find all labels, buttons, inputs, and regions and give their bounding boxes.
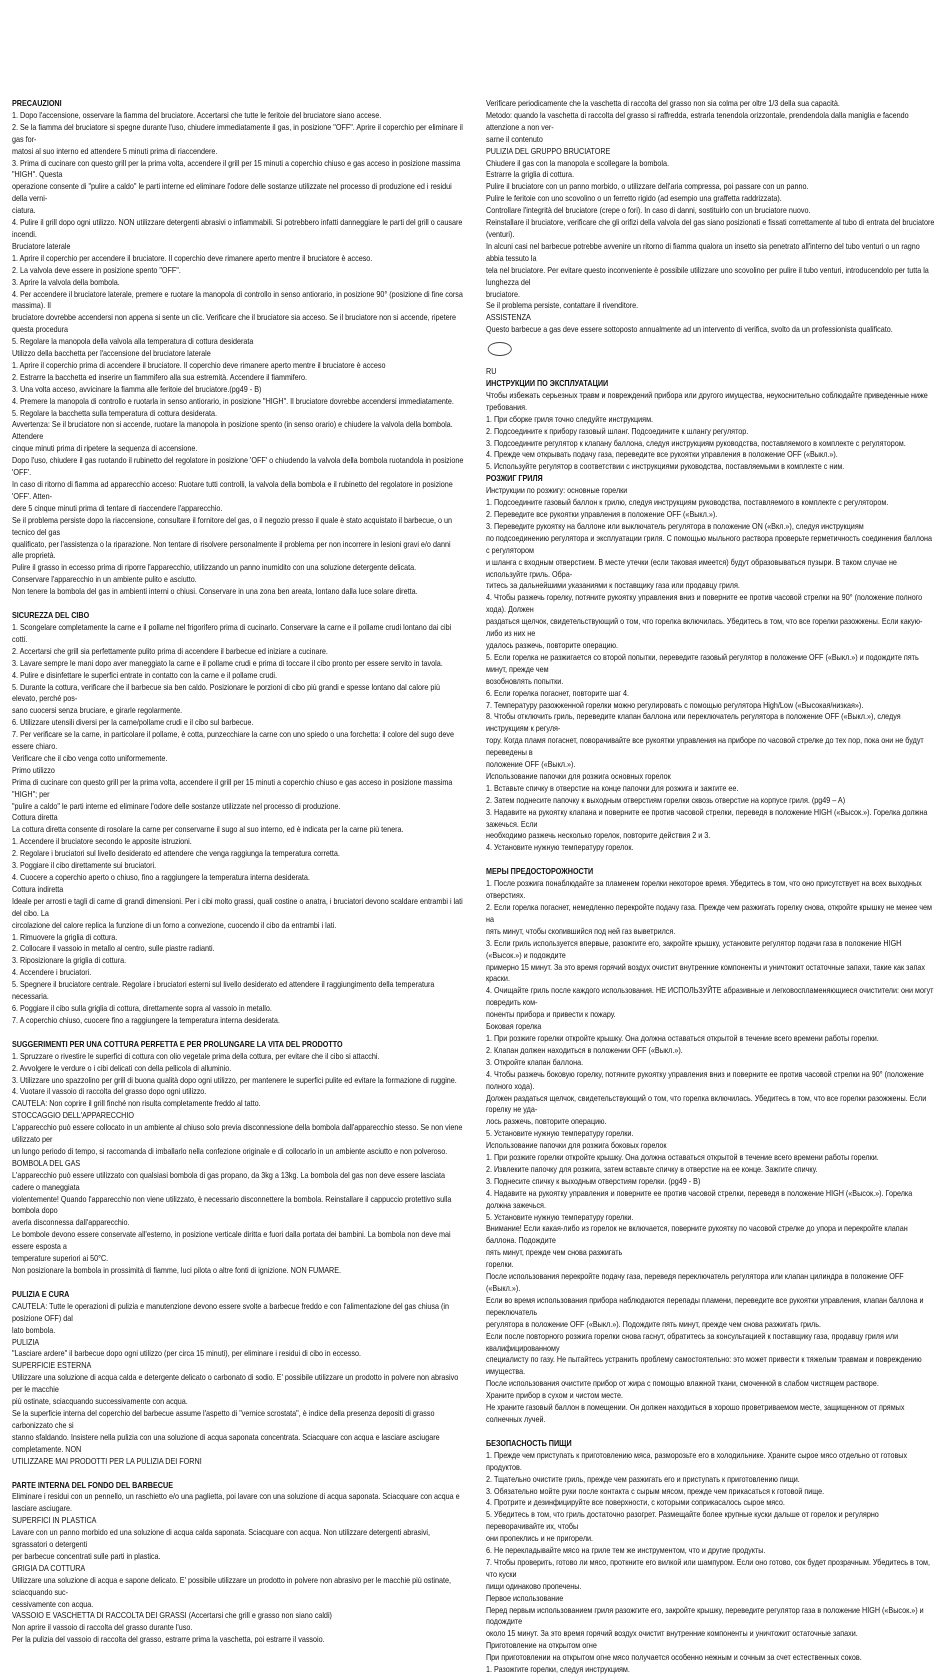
text-line: 4. Установите нужную температуру горелок. (486, 842, 634, 853)
text-line: лось разжечь, повторите операцию. (486, 1116, 607, 1127)
text-line: 3. Надавите на рукоятку клапана и поверните ее против часовой стрелки, переведя в положение HIGH («Высок.»). Горелка должна зажечься. Если (486, 806, 928, 829)
text-line: averla disconnessa dall'apparecchio. (12, 1217, 130, 1228)
text-line: BOMBOLA DEL GAS (12, 1157, 81, 1168)
text-line: 4. Premere la manopola di controllo e ruotarla in senso antiorario, in posizione "HIGH". Il bruciatore dovrebbe accendersi immediatamente. (12, 395, 454, 406)
text-line: L'apparecchio può essere utilizzato con qualsiasi bombola di gas propano, da 3kg a 13kg. La bombola del gas non deve essere lasciata cadere o maneggiata (12, 1169, 446, 1192)
text-line: 6. Не перекладывайте мясо на гриле тем же инструментом, что и другие продукты. (486, 1545, 766, 1556)
text-line: stanno sfaldando. Insistere nella pulizia con una soluzione di acqua saponata concentrata. Sciacquare con acqua e lasciare asciugare completamente. NON (12, 1431, 440, 1454)
text-line: 6. Если горелка погаснет, повторите шаг 4. (486, 687, 630, 698)
text-line: Primo utilizzo (12, 764, 55, 775)
text-line: In alcuni casi nel barbecue potrebbe avvenire un ritorno di fiamma qualora un insetto sia penetrato all'interno del tubo venturi o un ragno abbia tessuto la (486, 240, 920, 263)
text-line: 3. Utilizzare uno spazzolino per grill di buona qualità dopo ogni utilizzo, per mantenere le superfici pulite ed evitare la formazione di ruggine. (12, 1074, 457, 1085)
text-line: После использования очистите прибор от жира с помощью влажной ткани, смоченной в слабом чистящем растворе. (486, 1378, 879, 1389)
text-line: Cottura diretta (12, 812, 58, 823)
text-line: 3. Lavare sempre le mani dopo aver maneggiato la carne e il pollame crudi e prima di toccare il cibo pronto per essere servito in tavola. (12, 657, 443, 668)
text-line: 3. Откройте клапан баллона. (486, 1056, 584, 1067)
text-line: Инструкции по розжигу: основные горелки (486, 485, 628, 496)
text-line: Non posizionare la bombola in prossimità di fiamme, luci pilota o altre fonti di ignizione. NON FUMARE. (12, 1265, 342, 1275)
text-line: 3. Una volta acceso, avvicinare la fiamma alle feritoie del bruciatore.(pg49 - B) (12, 383, 262, 394)
text-line: 4. Чтобы разжечь горелку, потяните рукоятку управления вниз и поверните ее против часовой стрелки на 90° (положение полного хода). Должен (486, 592, 923, 615)
text-line: Per la pulizia del vassoio di raccolta del grasso, estrarre prima la vaschetta, poi estrarre il vassoio. (12, 1634, 325, 1645)
text-line: Utilizzare una soluzione di acqua calda e detergente delicato o carbonato di sodio. E' possibile utilizzare un prodotto in polvere non abrasivo per le macchie (12, 1372, 459, 1395)
text-line: bruciatore dovrebbe accendersi non appena si sente un clic. Verificare che il bruciatore sia acceso. Se il bruciatore non si accende, ripetere questa procedura (12, 312, 457, 335)
text-line: Verificare periodicamente che la vaschetta di raccolta del grasso non sia colma per oltre 1/3 della sua capacità. (486, 98, 840, 108)
text-line: 7. Per verificare se la carne, in particolare il pollame, è cotta, punzecchiare la carne con uno spiedo o una forchetta: il colore del sugo deve essere chiaro. (12, 729, 455, 752)
text-line: Non aprire il vassoio di raccolta del grasso durante l'uso. (12, 1622, 193, 1633)
text-line: 2. Collocare il vassoio in metallo al centro, sulle piastre radianti. (12, 943, 215, 954)
text-line: Внимание! Если какая-либо из горелок не включается, поверните рукоятку по часовой стрелке до упора и перекройте клапан баллона. Подождите (486, 1223, 908, 1246)
text-line: 3. Переведите рукоятку на баллоне или выключатель регулятора в положение ON («Вкл.»), следуя инструкциям (486, 520, 864, 531)
text-line: lato bombola. (12, 1324, 56, 1335)
text-line: пять минут, чтобы скопившийся под ней газ выветрился. (486, 925, 676, 936)
text-line: 4. Vuotare il vassoio di raccolta del grasso dopo ogni utilizzo. (12, 1086, 207, 1097)
text-line: tela nel bruciatore. Per evitare questo inconveniente è possibile utilizzare uno scovolino per pulire il tubo venturi, introducendolo per tutta la lunghezza del (486, 264, 929, 287)
text-line: 3. Обязательно мойте руки после контакта с сырым мясом, прежде чем прикасаться к готовой пище. (486, 1485, 825, 1496)
text-line: 1. Вставьте спичку в отверстие на конце папочки для розжига и зажгите ее. (486, 782, 739, 793)
text-line: La cottura diretta consente di rosolare la carne per conservarne il sugo al suo interno, ed è indicata per la carne più tenera. (12, 824, 404, 835)
section-heading: PULIZIA E CURA (12, 1288, 70, 1299)
text-line: circolazione del calore replica la funzione di un forno a convezione, cuocendo il cibo da entrambi i lati. (12, 919, 337, 930)
text-line: по подсоединению регулятора и эксплуатации гриля. С помощью мыльного раствора проверьте герметичность соединения баллона с регулятором (486, 532, 933, 555)
text-line: 3. Aprire la valvola della bombola. (12, 276, 120, 287)
text-line: 6. Poggiare il cibo sulla griglia di cottura, direttamente sopra al vassoio in metallo. (12, 1002, 272, 1013)
left-column (12, 98, 464, 1646)
section-heading: SUGGERIMENTI PER UNA COTTURA PERFETTA E PER PROLUNGARE LA VITA DEL PRODOTTO (12, 1038, 343, 1049)
text-line: 1. Aprire il coperchio prima di accendere il bruciatore. Il coperchio deve rimanere aperto mentre il bruciatore è acceso (12, 359, 386, 370)
text-line: Не храните газовый баллон в помещении. Он должен находиться в хорошо проветриваемом месте, защищенном от прямых солнечных лучей. (486, 1402, 905, 1424)
text-line: 3. Prima di cucinare con questo grill per la prima volta, accendere il grill per 15 minuti a coperchio chiuso e gas acceso in posizione massima "HIGH". Questa (12, 157, 461, 180)
text-line: титесь за дальнейшими указаниями к поставщику газа или продавцу гриля. (486, 580, 740, 591)
text-line: положение OFF («Выкл.»). (486, 759, 576, 770)
text-line: поненты прибора и привести к пожару. (486, 1009, 616, 1020)
text-line: Controllare l'integrità del bruciatore (crepe o fori). In caso di danni, sostituirlo con un bruciatore nuovo. (486, 205, 811, 216)
text-line: 8. Чтобы отключить гриль, переведите клапан баллона или переключатель регулятора в положение OFF («Выкл.»), следуя инструкциям к регуля- (486, 711, 901, 734)
text-line: PULIZIA (12, 1336, 40, 1347)
text-line: Conservare l'apparecchio in un ambiente pulito e asciutto. (12, 574, 197, 585)
text-line: 3. Если гриль используется впервые, разожгите его, закройте крышку, установите регулятор подачи газа в положение HIGH («Высок.») и подождите (486, 937, 902, 960)
text-line: 4. Чтобы разжечь боковую горелку, потяните рукоятку управления вниз и поверните ее против часовой стрелки на 90° (положение полного хода). (486, 1068, 924, 1091)
text-line: per barbecue concentrati sulle parti in plastica. (12, 1550, 161, 1561)
text-line: примерно 15 минут. За это время горячий воздух очистит внутренние компоненты и уничтожит остаточные запахи, такие как запах краски. (486, 961, 925, 984)
text-line: 5. Установите нужную температуру горелки. (486, 1211, 634, 1222)
text-line: 5. Durante la cottura, verificare che il barbecue sia ben caldo. Posizionare le porzioni di cibo più grandi e spesse lontano dal calore più elevato, perché pos- (12, 681, 441, 704)
text-line: удалось разжечь, повторите операцию. (486, 639, 619, 650)
text-line: 3. Riposizionare la griglia di cottura. (12, 955, 127, 966)
text-line: 5. Используйте регулятор в соответствии с инструкциями руководства, поставляемыми в комплекте с ним. (486, 461, 845, 472)
text-line: Перед первым использованием гриля разожгите его, закройте крышку, переведите регулятор газа в положение HIGH («Высок.») и подождите (486, 1604, 924, 1627)
text-line: ASSISTENZA (486, 312, 531, 323)
text-line: 1. Aprire il coperchio per accendere il bruciatore. Il coperchio deve rimanere aperto mentre il bruciatore è acceso. (12, 252, 373, 263)
text-line: возобновлять попытки. (486, 675, 564, 686)
text-line: 5. Убедитесь в том, что гриль достаточно разогрет. Размещайте более крупные куски дальше от горелок и регулярно переворачивайте их, чтобы (486, 1509, 879, 1532)
text-line: 7. Чтобы проверить, готово ли мясо, проткните его вилкой или шампуром. Если оно готово, сок будет прозрачным. Убедитесь в том, что куски (486, 1556, 930, 1579)
text-line: Cottura indiretta (12, 883, 64, 894)
text-line: 4. Очищайте гриль после каждого использования. НЕ ИСПОЛЬЗУЙТЕ абразивные и легковоспламеняющиеся очистители: они могут повредить ком- (486, 985, 934, 1008)
text-line: sano cuocersi senza bruciare, e girarle regolarmente. (12, 705, 183, 716)
text-line: 4. Pulire e disinfettare le superfici entrate in contatto con la carne e il pollame crudi. (12, 669, 278, 680)
text-line: cessivamente con acqua. (12, 1598, 94, 1609)
text-line: Se il problema persiste dopo la riaccensione, consultare il fornitore del gas, o il negozio presso il quale è stato acquistato il barbecue, o un tecnico del gas (12, 514, 453, 537)
text-line: 4. Прежде чем открывать подачу газа, переведите все рукоятки управления в положение OFF («Выкл.»). (486, 449, 838, 460)
text-line: Dopo l'uso, chiudere il gas ruotando il rubinetto del regolatore in posizione 'OFF' o chiudendo la valvola della bombola ruotandola in posizione 'OFF'. (12, 455, 464, 478)
section-heading: PRECAUZIONI (12, 98, 62, 108)
text-line: 7. A coperchio chiuso, cuocere fino a raggiungere la temperatura interna desiderata. (12, 1014, 280, 1025)
text-line: 4. Протрите и дезинфицируйте все поверхности, с которыми соприкасалось сырое мясо. (486, 1497, 785, 1508)
text-line: 5. Spegnere il bruciatore centrale. Regolare i bruciatori esterni sul livello desiderato ed attendere il raggiungimento della temperatura necessaria. (12, 979, 435, 1002)
text-line: и шланга с входным отверстием. В месте утечки (если таковая имеется) будут образовываться пузыри. В таком случае не используйте гриль. Обра- (486, 556, 897, 579)
text-line: 2. Se la fiamma del bruciatore si spegne durante l'uso, chiudere immediatamente il gas, in posizione "OFF". Aprire il coperchio per eliminare il gas for- (12, 121, 463, 144)
text-line: GRIGIA DA COTTURA (12, 1562, 86, 1573)
text-line: 3. Poggiare il cibo direttamente sui bruciatori. (12, 860, 157, 871)
text-line: 4. Accendere i bruciatori. (12, 967, 92, 978)
section-gap (486, 854, 938, 866)
text-line: 2. La valvola deve essere in posizione spento "OFF". (12, 264, 181, 275)
text-line: VASSOIO E VASCHETTA DI RACCOLTA DEI GRASSI (Accertarsi che grill e grasso non siano caldi) (12, 1610, 332, 1621)
text-line: 2. Тщательно очистите гриль, прежде чем разжигать его и приступать к приготовлению пищи. (486, 1473, 800, 1484)
text-line: пищи одинаково пропечены. (486, 1580, 582, 1591)
text-line: При приготовлении на открытом огне мясо получается особенно нежным и сочным за счет естественных соков. (486, 1652, 862, 1663)
text-line: "Lasciare ardere" il barbecue dopo ogni utilizzo (per circa 15 minuti), per eliminare i residui di cibo in eccesso. (12, 1348, 362, 1359)
text-line: пять минут, прежде чем снова разжигать (486, 1247, 623, 1258)
text-line: Pulire le feritoie con uno scovolino o un ferretto rigido (ad esempio una graffetta raddrizzata). (486, 193, 782, 204)
text-line: около 15 минут. За это время горячий воздух очистит внутренние компоненты и уничтожит остаточные запахи. (486, 1628, 858, 1639)
text-line: горелки. (486, 1259, 514, 1270)
text-line: In caso di ritorno di fiamma ad apparecchio acceso: Ruotare tutti controlli, la valvola della bombola e il rubinetto del regolatore in posizione 'OFF'. Atten- (12, 479, 453, 501)
text-line: 5. Установите нужную температуру горелки. (486, 1128, 634, 1139)
text-line: PULIZIA DEL GRUPPO BRUCIATORE (486, 145, 611, 156)
text-line: Reinstallare il bruciatore, verificare che gli orifizi della valvola del gas siano posizionati e fissati correttamente al tubo di entrata del bruciatore (venturi). (486, 217, 935, 239)
section-heading: РОЗЖИГ ГРИЛЯ (486, 473, 543, 484)
text-line: SUPERFICIE ESTERNA (12, 1360, 92, 1371)
text-line: 1. Rimuovere la griglia di cottura. (12, 931, 118, 942)
text-line: 2. Regolare i bruciatori sul livello desiderato ed attendere che venga raggiunga la temperatura corretta. (12, 848, 340, 859)
text-line: они пропеклись и не пригорели. (486, 1533, 594, 1544)
text-line: Se il problema persiste, contattare il rivenditore. (486, 300, 639, 311)
text-line: 4. Pulire il grill dopo ogni utilizzo. NON utilizzare detergenti abrasivi o infiammabili. Si potrebbero infatti danneggiare le parti del grill o causare incendi. (12, 217, 463, 239)
text-line: 6. Utilizzare utensili diversi per la carne/pollame crudi e il cibo sul barbecue. (12, 717, 254, 728)
text-line: После использования перекройте подачу газа, переведя переключатель регулятора или клапан цилиндра в положение OFF («Выкл.»). (486, 1271, 904, 1293)
text-line: 2. Клапан должен находиться в положении OFF («Выкл.»). (486, 1044, 683, 1055)
text-line: dere 5 cinque minuti prima di tentare di riaccendere l'apparecchio. (12, 502, 223, 513)
text-line: 1. Dopo l'accensione, osservare la fiamma del bruciatore. Accertarsi che tutte le feritoie del bruciatore siano accese. (12, 109, 382, 120)
text-line: Estrarre la griglia di cottura. (486, 169, 575, 180)
section-gap (12, 1277, 464, 1289)
text-line: Если во время использования прибора наблюдаются перепады пламени, переведите все рукоятки управления, клапан баллона и переключатель (486, 1294, 924, 1317)
text-line: L'apparecchio può essere collocato in un ambiente al chiuso solo previa disconnessione della bombola dall'apparecchio stesso. Se non viene utilizzato per (12, 1122, 463, 1145)
text-line: STOCCAGGIO DELL'APPARECCHIO (12, 1110, 134, 1121)
text-line: 1. Spruzzare o rivestire le superfici di cottura con olio vegetale prima della cottura, per evitare che il cibo si attacchi. (12, 1050, 380, 1061)
text-line: 1. Scongelare completamente la carne e il pollame nel frigorifero prima di cucinarlo. Conservare la carne e il pollame crudi lontano dai cibi cotti. (12, 621, 452, 644)
text-line: Utilizzare una soluzione di acqua e sapone delicato. E' possibile utilizzare un prodotto in polvere non abrasivo per le macchie più ostinate, sciacquando suc- (12, 1574, 451, 1597)
text-line: Pulire il bruciatore con un panno morbido, o utilizzare dell'aria compressa, poi passare con un panno. (486, 181, 809, 192)
text-line: 2. Подсоедините к прибору газовый шланг. Подсоедините к шлангу регулятор. (486, 425, 749, 436)
text-line: 4. Надавите на рукоятку управления и поверните ее против часовой стрелки, переведя в положение HIGH («Высок.»). Горелка должна зажечься. (486, 1187, 913, 1210)
text-line: Non tenere la bombola del gas in ambienti interni o chiusi. Conservare in una zona ben areata, lontano dalla luce solare diretta. (12, 586, 418, 597)
text-line: Использование папочки для розжига боковых горелок (486, 1140, 667, 1151)
text-line: Questo barbecue a gas deve essere sottoposto annualmente ad un intervento di verifica, svolto da un professionista qualificato. (486, 324, 893, 335)
text-line: 2. Avvolgere le verdure o i cibi delicati con della pellicola di alluminio. (12, 1062, 232, 1073)
text-line: Первое использование (486, 1592, 564, 1603)
language-marker-oval (488, 342, 512, 356)
section-heading: БЕЗОПАСНОСТЬ ПИЩИ (486, 1437, 572, 1448)
text-line: Использование папочки для розжига основных горелок (486, 770, 671, 781)
text-line: "pulire a caldo" le parti interne ed eliminare l'odore delle sostanze utilizzate nel processo di produzione. (12, 800, 341, 811)
text-line: 1. Accendere il bruciatore secondo le apposite istruzioni. (12, 836, 192, 847)
section-gap (12, 1027, 464, 1039)
text-line: Eliminare i residui con un pennello, un raschietto e/o una paglietta, poi lavare con una soluzione di acqua saponata. Sciacquare con acqua e lasciare asciugare. (12, 1491, 460, 1514)
text-line: 5. Regolare la bacchetta sulla temperatura di cottura desiderata. (12, 407, 218, 418)
text-line: 1. При сборке гриля точно следуйте инструкциям. (486, 413, 654, 424)
text-line: bruciatore. (486, 288, 521, 299)
text-line: 4. Per accendere il bruciatore laterale, premere e ruotare la manopola di controllo in senso antiorario, in posizione 90° (posizione di fine corsa massima). Il (12, 288, 463, 311)
text-line: 3. Поднесите спичку к выходным отверстиям горелки. (pg49 - B) (486, 1175, 701, 1186)
text-line: 1. При розжиге горелки откройте крышку. Она должна оставаться открытой в течение всего времени работы горелки. (486, 1032, 879, 1043)
text-line: matosi al suo interno ed attendere 5 minuti prima di riaccendere. (12, 145, 218, 156)
text-line: 2. Accertarsi che grill sia perfettamente pulito prima di accendere il barbecue ed iniziare a cucinare. (12, 645, 328, 656)
section-heading: МЕРЫ ПРЕДОСТОРОЖНОСТИ (486, 866, 594, 877)
text-line: ciatura. (12, 205, 36, 216)
text-line: 1. Подсоедините газовый баллон к грилю, следуя инструкциям руководства, поставляемого в комплекте с регулятором. (486, 497, 889, 508)
text-line: cinque minuti prima di ripetere la sequenza di accensione. (12, 443, 198, 454)
text-line: 5. Regolare la manopola della valvola alla temperatura di cottura desiderata (12, 336, 254, 347)
text-line: 1. После розжига понаблюдайте за пламенем горелки некоторое время. Убедитесь в том, что оно присутствует на всех выходных отверстиях. (486, 878, 922, 901)
text-line: Pulire il grasso in eccesso prima di riporre l'apparecchio, utilizzando un panno inumidito con una soluzione detergente delicata. (12, 562, 417, 573)
section-heading: ИНСТРУКЦИИ ПО ЭКСПЛУАТАЦИИ (486, 378, 609, 389)
text-line: Храните прибор в сухом и чистом месте. (486, 1390, 623, 1401)
text-line: необходимо разжечь несколько горелок, повторите действия 2 и 3. (486, 830, 711, 841)
text-line: Verificare che il cibo venga cotto uniformemente. (12, 752, 168, 763)
text-line: 2. Переведите все рукоятки управления в положение OFF («Выкл.»). (486, 509, 718, 519)
text-line: Боковая горелка (486, 1021, 542, 1032)
text-line: Должен раздаться щелчок, свидетельствующий о том, что горелка включилась. Убедитесь в том, что все горелки разожжены. Если горелку не уда- (486, 1092, 927, 1115)
text-line: Chiudere il gas con la manopola e scollegare la bombola. (486, 157, 669, 168)
text-line: 2. Если горелка погаснет, немедленно перекройте подачу газа. Прежде чем разжигать горелку снова, откройте крышку не менее чем на (486, 902, 932, 924)
section-gap (12, 598, 464, 610)
text-line: 7. Температуру разожженной горелки можно регулировать с помощью регулятора High/Low («Высокая/низкая»). (486, 699, 864, 710)
right-column (486, 98, 935, 1676)
text-line: Prima di cucinare con questo grill per la prima volta, accendere il grill per 15 minuti a coperchio chiuso e gas acceso in posizione massima "HIGH"; per (12, 776, 453, 799)
text-line: Le bombole devono essere conservate all'esterno, in posizione verticale diritta e fuori dalla portata dei bambini. La bombola non deve mai essere esposta a (12, 1229, 451, 1252)
section-heading: SICUREZZA DEL CIBO (12, 610, 90, 621)
text-line: 1. Разожгите горелки, следуя инструкциям. (486, 1664, 630, 1675)
text-line: 5. Если горелка не разжигается со второй попытки, переведите газовый регулятор в положение OFF («Выкл.») и подождите пять минут, прежде чем (486, 651, 919, 674)
section-gap (12, 1468, 464, 1480)
text-line: SUPERFICI IN PLASTICA (12, 1515, 97, 1526)
text-line: 2. Извлеките папочку для розжига, затем вставьте спичку в отверстие на ее конце. Зажгите спичку. (486, 1163, 818, 1174)
text-line: Avvertenza: Se il bruciatore non si accende, ruotare la manopola in posizione spento (in senso orario) e chiudere la valvola della bombola. Attendere (12, 419, 453, 442)
text-line: Если после повторного розжига горелки снова гаснут, обратитесь за консультацией к поставщику газа, продавцу гриля или квалифицированному (486, 1330, 899, 1353)
section-gap (486, 1426, 938, 1438)
text-line: Se la superficie interna del coperchio del barbecue assume l'aspetto di "vernice scrostata", è indice della presenza depositi di grasso carbonizzato che si (12, 1407, 435, 1430)
text-line: Приготовление на открытом огне (486, 1640, 597, 1651)
text-line: Lavare con un panno morbido ed una soluzione di acqua calda saponata. Sciacquare con acqua. Non utilizzare detergenti abrasivi, sgrassatori o detergenti (12, 1527, 431, 1550)
text-line: Utilizzo della bacchetta per l'accensione del bruciatore laterale (12, 348, 211, 359)
text-line: un lungo periodo di tempo, si raccomanda di imballarlo nella confezione originale e di collocarlo in un ambiente asciutto e non polveroso. (12, 1145, 448, 1156)
text-line: temperature superiori ai 50°C. (12, 1253, 109, 1264)
text-line: регулятора в положение OFF («Выкл.»). Подождите пять минут, прежде чем снова разжигать гриль. (486, 1318, 821, 1329)
text-line: специалисту по газу. Не пытайтесь устранить проблему самостоятельно: это может привести к тяжелым травмам и повреждению имущества. (486, 1354, 922, 1377)
text-line: più ostinate, sciacquando successivamente con acqua. (12, 1396, 188, 1407)
text-line: 2. Estrarre la bacchetta ed inserire un fiammifero alla sua estremità. Accendere il fiammifero. (12, 371, 308, 382)
text-line: раздаться щелчок, свидетельствующий о том, что горелка включилась. Убедитесь в том, что все горелки разожжены. Если какую-либо из них не (486, 616, 923, 639)
text-line: Metodo: quando la vaschetta di raccolta del grasso si raffredda, estrarla tenendola orizzontale, prendendola dalla maniglia e facendo attenzione a non ver- (486, 109, 909, 132)
text-line: UTILIZZARE MAI PRODOTTI PER LA PULIZIA DEI FORNI (12, 1455, 202, 1466)
text-line: 1. При розжиге горелки откройте крышку. Она должна оставаться открытой в течение всего времени работы горелки. (486, 1152, 879, 1163)
text-line: violentemente! Quando l'apparecchio non viene utilizzato, è necessario disconnettere la bombola. Reinstallare il cappuccio protettivo sulla bombola dopo (12, 1193, 452, 1216)
text-line: 2. Затем поднесите папочку к выходным отверстиям горелки сквозь отверстие на корпусе гриля. (pg49 – A) (486, 794, 846, 805)
text-line: CAUTELA: Non coprire il grill finché non risulta completamente freddo al tatto. (12, 1098, 261, 1109)
text-line: RU (486, 366, 497, 377)
section-heading: PARTE INTERNA DEL FONDO DEL BARBECUE (12, 1479, 174, 1490)
text-line: 1. Прежде чем приступать к приготовлению мяса, разморозьте его в холодильнике. Храните сырое мясо отдельно от готовых продуктов. (486, 1449, 908, 1472)
text-line: Ideale per arrosti e tagli di carne di grandi dimensioni. Per i cibi molto grassi, quali costine o anatra, i bruciatori devono scaldare entrambi i lati del cibo. La (12, 895, 463, 918)
text-line: Чтобы избежать серьезных травм и повреждений прибора или другого имущества, неукоснительно соблюдайте приведенные ниже требования. (486, 389, 928, 412)
text-line: тору. Когда пламя погаснет, поворачивайте все рукоятки управления на приборе по часовой стрелке до тех пор, пока они не будут переведены в (486, 735, 924, 758)
text-line: operazione consente di "pulire a caldo" le parti interne ed eliminare l'odore delle sostanze utilizzate nel processo di produzione ed i residui della verni- (12, 181, 452, 204)
text-line: sarne il contenuto (486, 133, 543, 144)
text-line: 3. Подсоедините регулятор к клапану баллона, следуя инструкциям руководства, поставляемого в комплекте с регулятором. (486, 437, 906, 448)
text-line: Bruciatore laterale (12, 240, 71, 251)
text-line: 4. Cuocere a coperchio aperto o chiuso, fino a raggiungere la temperatura interna desiderata. (12, 872, 310, 882)
text-line: CAUTELA: Tutte le operazioni di pulizia e manutenzione devono essere svolte a barbecue freddo e con l'alimentazione del gas chiusa (in posizione OFF) dal (12, 1300, 449, 1323)
text-line: qualificato, per l'assistenza o la riparazione. Non tentare di risolvere personalmente il problema per non incorrere in lesioni gravi e/o danni alle proprietà. (12, 538, 451, 561)
